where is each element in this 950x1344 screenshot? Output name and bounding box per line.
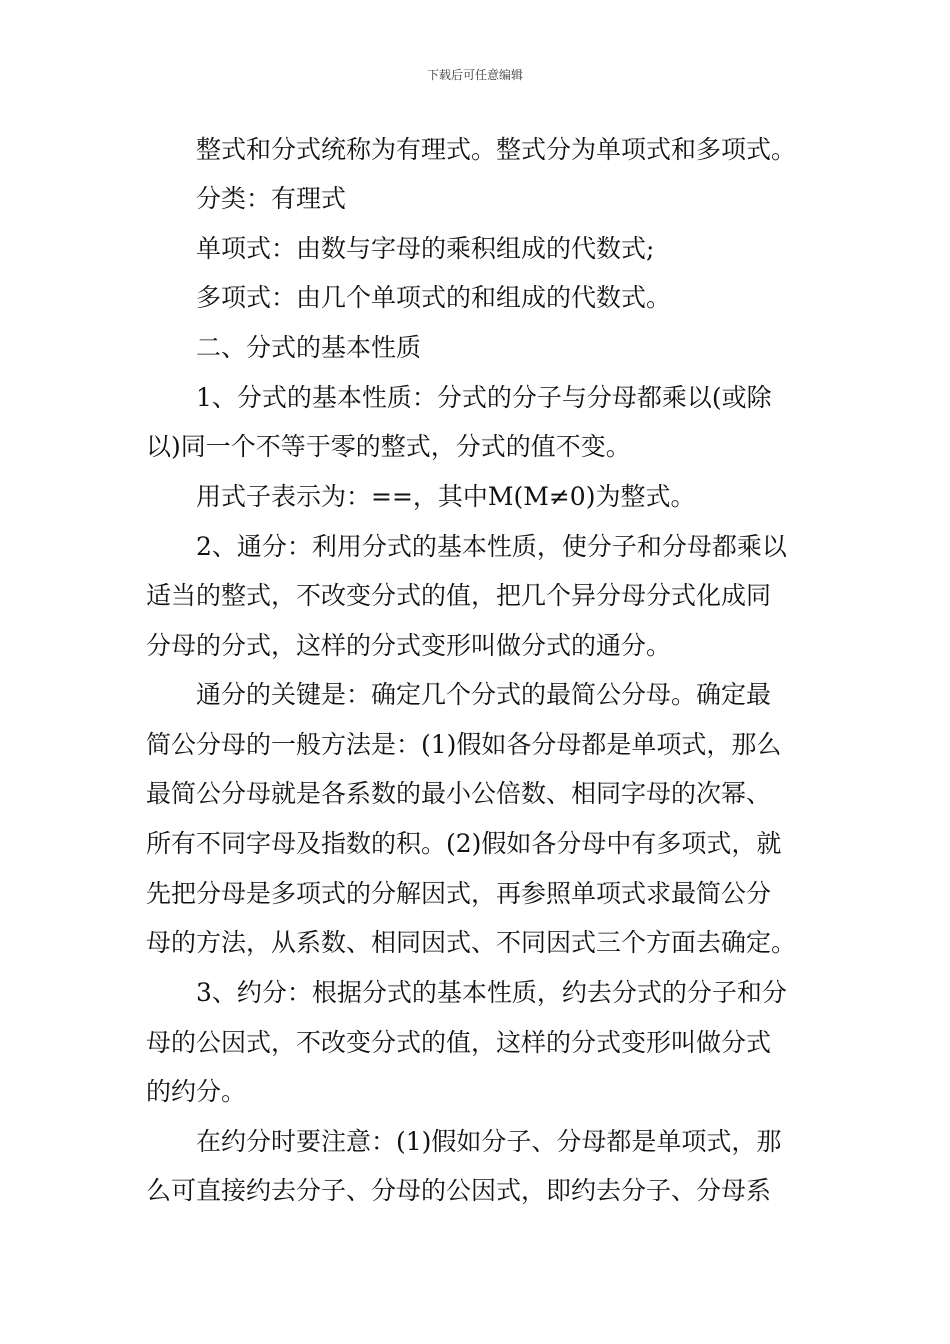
text-line: 1、分式的基本性质：分式的分子与分母都乘以(或除 — [196, 383, 772, 412]
text-line: 先把分母是多项式的分解因式，再参照单项式求最简公分 — [146, 879, 772, 908]
text-line: 多项式：由几个单项式的和组成的代数式。 — [196, 283, 672, 312]
text-line: 适当的整式，不改变分式的值，把几个异分母分式化成同 — [146, 581, 772, 610]
section-heading: 二、分式的基本性质 — [196, 333, 422, 362]
text-line: 所有不同字母及指数的积。(2)假如各分母中有多项式，就 — [146, 829, 782, 858]
text-line: 单项式：由数与字母的乘积组成的代数式; — [196, 234, 655, 263]
text-line: 母的公因式，不改变分式的值，这样的分式变形叫做分式 — [146, 1028, 772, 1057]
text-line: 最简公分母就是各系数的最小公倍数、相同字母的次幂、 — [146, 779, 772, 808]
text-line: 在约分时要注意：(1)假如分子、分母都是单项式，那 — [196, 1127, 782, 1156]
text-line: 用式子表示为：==，其中M(M≠0)为整式。 — [196, 482, 696, 511]
text-line: 简公分母的一般方法是：(1)假如各分母都是单项式，那么 — [146, 730, 782, 759]
text-line: 以)同一个不等于零的整式，分式的值不变。 — [146, 432, 631, 461]
text-line: 分类：有理式 — [196, 184, 347, 213]
text-line: 的约分。 — [146, 1077, 247, 1106]
text-line: 母的方法，从系数、相同因式、不同因式三个方面去确定。 — [146, 928, 797, 957]
text-line: 整式和分式统称为有理式。整式分为单项式和多项式。 — [196, 135, 797, 164]
text-line: 分母的分式，这样的分式变形叫做分式的通分。 — [146, 631, 672, 660]
page-header: 下载后可任意编辑 — [426, 68, 523, 82]
text-line: 2、通分：利用分式的基本性质，使分子和分母都乘以 — [196, 532, 787, 561]
text-line: 通分的关键是：确定几个分式的最简公分母。确定最 — [196, 680, 772, 709]
text-line: 3、约分：根据分式的基本性质，约去分式的分子和分 — [196, 978, 787, 1007]
text-line: 么可直接约去分子、分母的公因式，即约去分子、分母系 — [146, 1176, 772, 1205]
